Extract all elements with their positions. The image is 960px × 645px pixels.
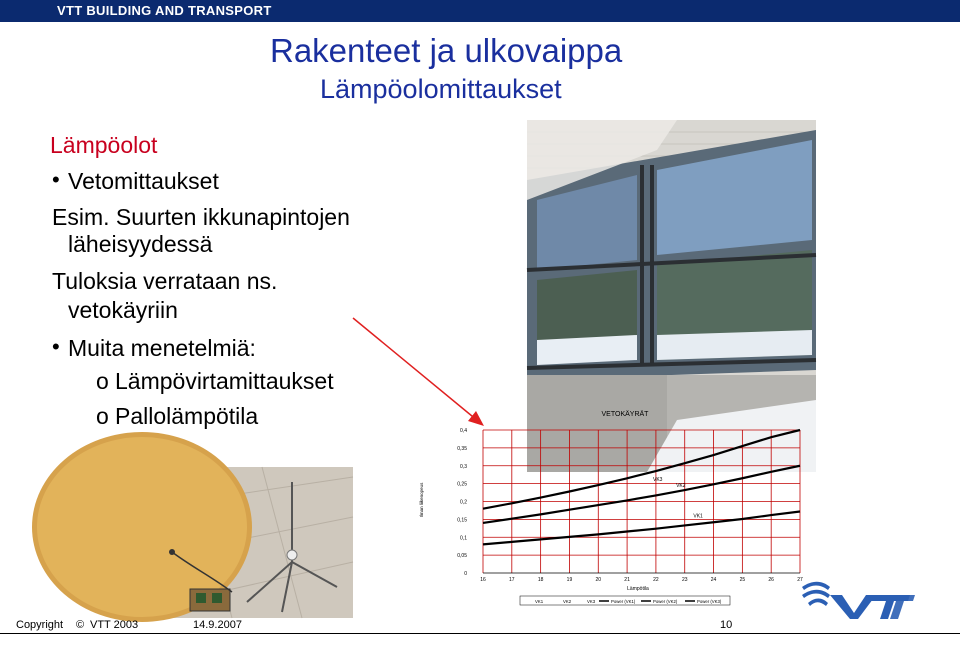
text-tuloksia: Tuloksia verrataan ns.: [52, 268, 278, 294]
chart-y-tick-label: 0,25: [457, 481, 467, 488]
chart-legend-item: Power (VK1): [611, 599, 636, 604]
vtt-logo: [800, 575, 915, 620]
sub-bullet-marker: o: [96, 403, 109, 429]
chart-y-tick-label: 0,4: [460, 428, 467, 434]
chart-y-label: Ilman liikenopeus: [419, 482, 424, 518]
chart-y-tick-label: 0,35: [457, 445, 467, 452]
chart-x-tick-label: 26: [768, 577, 774, 583]
header-bar: [0, 0, 960, 22]
chart-y-tick-label: 0,15: [457, 517, 467, 524]
bullet-dot-icon: •: [52, 167, 60, 192]
globe-thermometer-photo: [152, 467, 353, 618]
chart-legend-item: Power (VK2): [653, 599, 678, 604]
chart-title: VETOKÄYRÄT: [601, 411, 649, 418]
chart-x-tick-label: 19: [566, 577, 573, 583]
chart-x-tick-label: 21: [624, 577, 630, 583]
chart-legend-item: Power (VK3): [697, 599, 722, 604]
text-esim: Esim. Suurten ikkunapintojen: [52, 204, 350, 230]
org-name: VTT BUILDING AND TRANSPORT: [57, 3, 272, 18]
footer-divider: [0, 633, 960, 634]
copyright-symbol-icon: ©: [76, 619, 85, 631]
slide-title: Rakenteet ja ulkovaippa: [270, 32, 623, 69]
bullet-dot-icon: •: [52, 334, 60, 359]
sub-bullet-lampovirta: Lämpövirtamittaukset: [115, 368, 334, 394]
section-heading: Lämpöolot: [50, 132, 158, 158]
chart-y-tick-label: 0,1: [460, 535, 467, 542]
bullet-muita-menetelmia: Muita menetelmiä:: [68, 335, 256, 361]
chart-x-tick-label: 22: [653, 577, 659, 583]
chart-y-tick-label: 0,2: [460, 499, 467, 506]
chart-x-tick-label: 23: [681, 577, 688, 583]
chart-x-tick-label: 25: [739, 577, 746, 583]
chart-series-label: VK3: [653, 476, 663, 483]
bullet-vetomittaukset: Vetomittaukset: [68, 168, 219, 194]
page-number: 10: [720, 619, 733, 631]
chart-x-tick-label: 18: [537, 577, 544, 583]
chart-legend-item: VK1: [535, 599, 544, 604]
sub-bullet-marker: o: [96, 368, 109, 394]
text-laheisyydessa: läheisyydessä: [68, 231, 213, 257]
footer-date: 14.9.2007: [193, 619, 242, 631]
chart-x-tick-label: 27: [797, 577, 803, 583]
slide-subtitle: Lämpöolomittaukset: [320, 74, 562, 104]
chart-y-tick-label: 0,05: [457, 553, 467, 560]
footer-copyright: Copyright: [16, 619, 64, 631]
vtt-logo-text: VTT: [800, 575, 802, 576]
chart-x-tick-label: 17: [509, 577, 515, 583]
sub-bullet-pallolampotila: Pallolämpötila: [115, 403, 259, 429]
draft-curves-chart: [415, 411, 815, 615]
chart-series-label: VK2: [676, 483, 686, 490]
footer-org: VTT 2003: [90, 619, 139, 631]
chart-x-tick-label: 16: [480, 577, 486, 583]
chart-legend-item: VK3: [587, 599, 596, 604]
chart-y-tick-label: 0: [464, 571, 467, 577]
chart-x-label: Lämpötila: [627, 586, 649, 592]
pointer-arrow: [350, 315, 490, 430]
chart-series-label: VK1: [693, 513, 703, 520]
chart-legend-item: VK2: [563, 599, 572, 604]
chart-y-tick-label: 0,3: [460, 463, 467, 470]
text-vetokayriin: vetokäyriin: [68, 297, 178, 323]
chart-x-tick-label: 24: [710, 577, 717, 583]
chart-x-tick-label: 20: [595, 577, 602, 583]
